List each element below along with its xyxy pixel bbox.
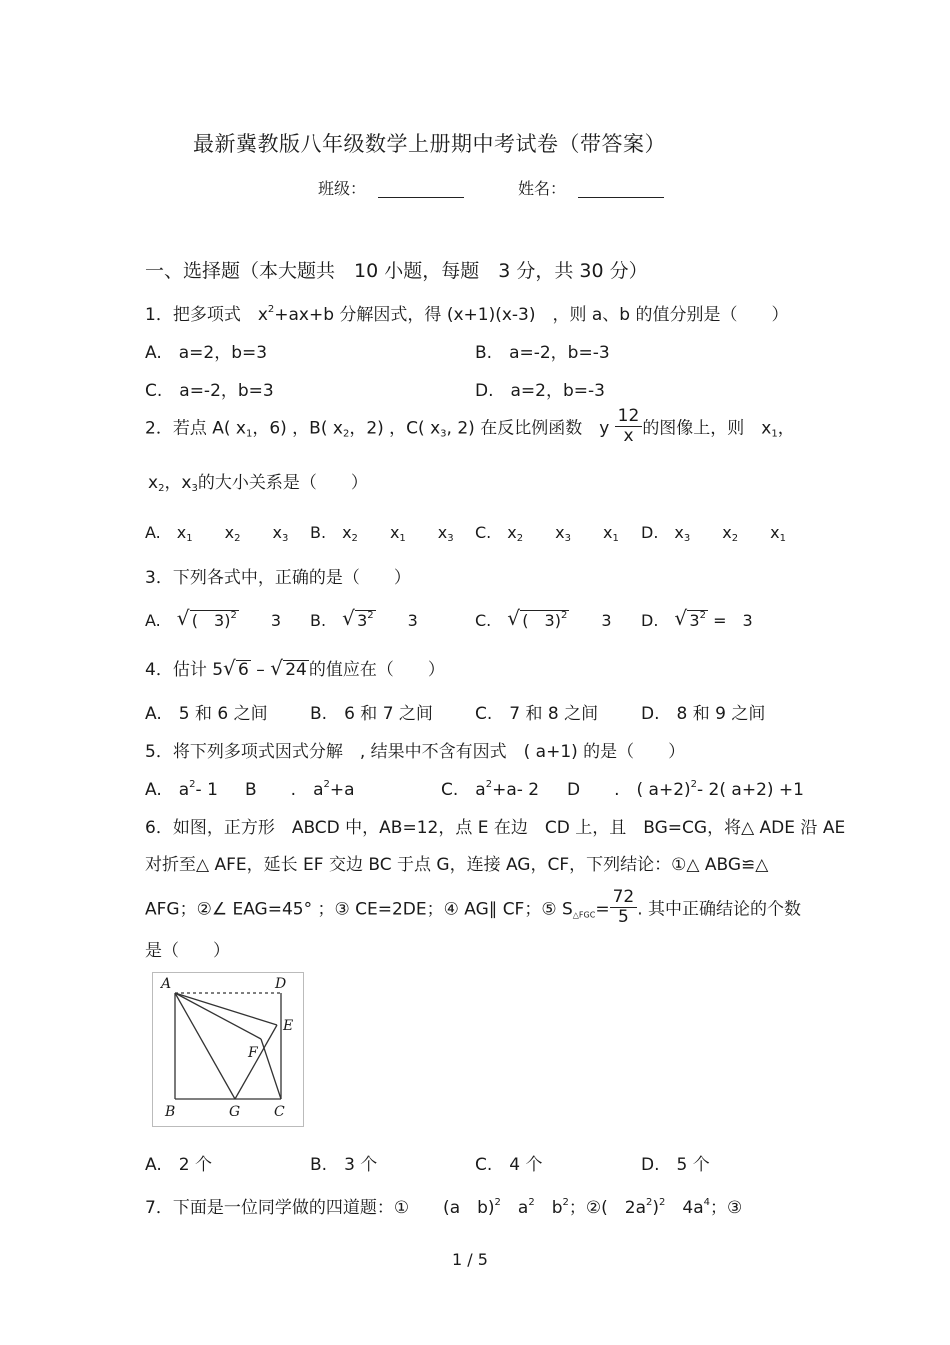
q1-option-c: C. a=-2，b=3 <box>145 381 274 401</box>
question-5: 5．将下列多项式因式分解 , 结果中不含有因式 ( a+1) 的是（ ） <box>145 742 686 762</box>
q1-option-d: D. a=2，b=-3 <box>475 381 605 401</box>
q2-text-f: ， <box>777 418 795 439</box>
q3-option-c: C. √ ( 3)$^2$ 3 <box>475 608 612 631</box>
question-2-line2 <box>148 468 368 493</box>
q4-radical-1: √ 6 <box>223 660 251 680</box>
q4-radical-2: √ 24 <box>270 660 309 680</box>
q2-line2-c: 的大小关系是（ ） <box>197 473 368 493</box>
page-number: 1 / 5 <box>452 1250 488 1269</box>
q1-option-a: A. a=2，b=3 <box>145 343 268 363</box>
q4-minus: – <box>256 660 265 680</box>
q3-option-a: A. √ ( 3)$^2$ 3 <box>145 608 281 631</box>
q2-option-c: C. $x_2$ $x_3$ $x_1$ <box>475 523 619 544</box>
class-label: 班级： <box>318 179 367 198</box>
q6-option-c: C. 4 个 <box>475 1155 543 1175</box>
label-a: A <box>161 976 172 992</box>
q2-option-d: D. $x_3$ $x_2$ $x_1$ <box>641 523 786 544</box>
q2-text-b: ，6) ，B( x <box>252 418 343 439</box>
question-7: 7．下面是一位同学做的四道题：① (a b)$^2$ $a^2$ $b^2$；②( $2a^2)^2$ $4a^4$；③ <box>145 1197 743 1218</box>
q2-text-a: 2．若点 A( x <box>145 418 246 439</box>
q2-sub-1: 1 <box>245 428 253 440</box>
q5-option-b: B . $a^2+a$ <box>245 779 355 800</box>
q2-text-d: , 2) 在反比例函数 y <box>446 418 610 439</box>
q5-option-c: C. $a^2+a-$ 2 <box>441 779 540 800</box>
q6-option-d: D. 5 个 <box>641 1155 710 1175</box>
geometry-figure <box>152 972 304 1127</box>
q2-option-a: A. $x_1$ $x_2$ $x_3$ <box>145 523 289 544</box>
q2-line2-sub3: 3 <box>191 483 198 494</box>
label-g: G <box>229 1104 241 1120</box>
q4-lead: 4．估计 5 <box>145 660 224 680</box>
q2-line2-b: ，x <box>164 473 192 493</box>
name-label: 姓名： <box>518 179 567 198</box>
label-b: B <box>165 1104 176 1120</box>
q6-option-a: A. 2 个 <box>145 1155 212 1175</box>
q2-frac-den: x <box>623 426 634 446</box>
q2-sub-2: 2 <box>342 428 350 440</box>
page-title: 最新冀教版八年级数学上册期中考试卷（带答案） <box>193 132 666 156</box>
q2-frac-num: 12 <box>615 408 643 427</box>
question-3: 3．下列各式中，正确的是（ ） <box>145 568 411 588</box>
q2-line2-a: x <box>148 473 159 493</box>
label-c: C <box>274 1104 285 1120</box>
q2-sub-x1: 1 <box>771 428 778 440</box>
q2-text-e: 的图像上，则 x <box>642 418 772 439</box>
q3-option-d: D. √ $3^2$ = 3 <box>641 608 753 631</box>
q4-option-d: D. 8 和 9 之间 <box>641 704 766 724</box>
section-heading: 一、选择题（本大题共 10 小题，每题 3 分，共 30 分） <box>145 260 648 282</box>
q4-option-a: A. 5 和 6 之间 <box>145 704 268 724</box>
q2-sub-3: 3 <box>440 428 447 440</box>
q4-tail: 的值应在（ ） <box>308 660 445 680</box>
class-field <box>318 176 464 199</box>
label-f: F <box>248 1045 258 1061</box>
q2-fraction <box>615 408 643 445</box>
q5-option-d: D . ( a+2)$^2$- 2( a+2) +1 <box>567 779 804 800</box>
question-4 <box>145 655 445 680</box>
q1-lead: 1．把多项式 x <box>145 305 268 325</box>
name-field <box>518 176 664 199</box>
question-6-line4: 是（ ） <box>145 941 230 961</box>
q5-option-a: A. $a^2-$ 1 <box>145 779 218 800</box>
question-1 <box>145 300 789 325</box>
class-blank <box>378 179 464 198</box>
q1-tail: +ax+b 分解因式，得 (x+1)(x-3) ，则 a、b 的值分别是（ ） <box>274 305 789 325</box>
name-blank <box>578 179 664 198</box>
q1-option-b: B. a=-2，b=-3 <box>475 343 610 363</box>
q1-exp: 2 <box>267 304 275 315</box>
question-6-line1: 6．如图，正方形 ABCD 中，AB=12，点 E 在边 CD 上，且 BG=CG，将△ ADE 沿 AE <box>145 818 846 838</box>
q3-option-b: B. √ $3^2$ 3 <box>310 608 418 631</box>
question-6-line2: 对折至△ AFE，延长 EF 交边 BC 于点 G，连接 AG，CF，下列结论：①△ ABG≌△ <box>145 855 769 875</box>
q2-line2-sub2: 2 <box>158 483 165 494</box>
question-2 <box>145 406 795 447</box>
question-6-line3: AFG；②∠ EAG=45° ；③ CE=2DE；④ AG∥ CF；⑤ $S_{\triangle FGC}=$ $\frac{72}{5}$ . 其中正确结论的个数 <box>145 887 802 927</box>
segment-fc <box>261 1039 281 1099</box>
label-e: E <box>283 1018 294 1034</box>
q6-option-b: B. 3 个 <box>310 1155 378 1175</box>
label-d: D <box>275 976 287 992</box>
q4-option-b: B. 6 和 7 之间 <box>310 704 433 724</box>
q2-option-b: B. $x_2$ $x_1$ $x_3$ <box>310 523 454 544</box>
q2-text-c: ，2) ，C( x <box>349 418 441 439</box>
q4-option-c: C. 7 和 8 之间 <box>475 704 599 724</box>
